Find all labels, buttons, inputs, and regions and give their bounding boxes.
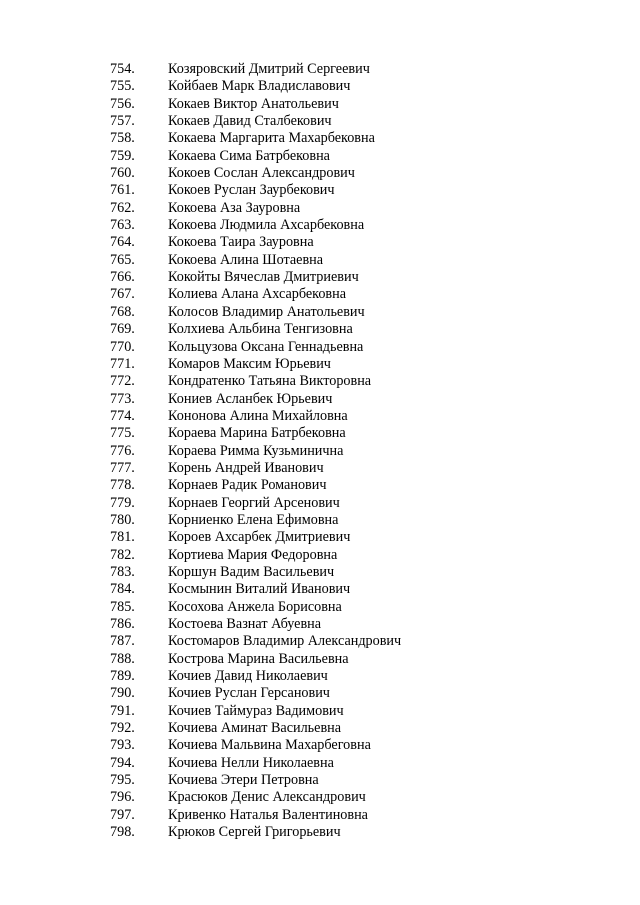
entry-name: Косохова Анжела Борисовна	[168, 598, 342, 615]
list-item	[110, 824, 401, 841]
entry-name: Кокоева Людмила Ахсарбековна	[168, 217, 365, 234]
entry-name: Кононова Алина Михайловна	[168, 407, 348, 424]
list-item	[110, 477, 401, 494]
entry-name: Кочиева Нелли Николаевна	[168, 754, 334, 771]
entry-number: 772.	[110, 373, 135, 390]
entry-number: 766.	[110, 269, 135, 286]
entry-number: 757.	[110, 113, 135, 130]
list-item	[110, 599, 401, 616]
entry-name: Кораева Римма Кузьминична	[168, 442, 344, 459]
entry-number: 770.	[110, 338, 135, 355]
entry-number: 764.	[110, 234, 135, 251]
entry-name: Кокаева Сима Батрбековна	[168, 147, 330, 164]
list-item	[110, 668, 401, 685]
entry-name: Кокаев Виктор Анатольевич	[168, 95, 339, 112]
entry-number: 754.	[110, 61, 135, 77]
entry-number: 779.	[110, 494, 135, 511]
entry-number: 796.	[110, 789, 135, 806]
entry-number: 769.	[110, 321, 135, 338]
entry-name: Костоева Вазнат Абуевна	[168, 616, 322, 632]
list-item	[110, 113, 401, 130]
entry-name: Кокоев Руслан Заурбекович	[168, 182, 335, 199]
entry-name: Кочиев Давид Николаевич	[168, 668, 328, 685]
list-item	[110, 78, 401, 95]
entry-number: 774.	[110, 407, 135, 424]
entry-number: 780.	[110, 511, 135, 528]
entry-number: 781.	[110, 529, 135, 546]
entry-number: 763.	[110, 217, 135, 234]
list-item	[110, 789, 401, 806]
list-item	[110, 807, 401, 824]
entry-number: 771.	[110, 355, 135, 372]
list-item	[110, 321, 401, 338]
list-item	[110, 286, 401, 303]
entry-name: Корнаев Георгий Арсенович	[168, 494, 340, 511]
entry-number: 775.	[110, 425, 135, 442]
entry-name: Крюков Сергей Григорьевич	[168, 824, 341, 841]
list-item	[110, 130, 401, 147]
entry-number: 765.	[110, 251, 135, 268]
list-item	[110, 755, 401, 772]
entry-name: Кольцузова Оксана Геннадьевна	[168, 338, 364, 355]
entry-name: Кокаева Маргарита Махарбековна	[168, 130, 375, 147]
list-item	[110, 182, 401, 199]
entry-name: Корнаев Радик Романович	[168, 477, 327, 494]
entry-name: Кортиева Мария Федоровна	[168, 546, 338, 563]
entry-name: Короев Ахсарбек Дмитриевич	[168, 529, 351, 546]
entry-number: 797.	[110, 806, 135, 823]
entry-number: 768.	[110, 303, 135, 320]
list-item	[110, 252, 401, 269]
entry-number: 760.	[110, 165, 135, 182]
list-item	[110, 685, 401, 702]
entry-name: Кораева Марина Батрбековна	[168, 425, 346, 442]
entry-name: Корень Андрей Иванович	[168, 459, 324, 476]
list-item	[110, 547, 401, 564]
list-item	[110, 651, 401, 668]
list-item	[110, 148, 401, 165]
entry-name: Кочиева Мальвина Махарбеговна	[168, 737, 371, 754]
list-item	[110, 633, 401, 650]
entry-number: 792.	[110, 720, 135, 737]
entry-name: Кокойты Вячеслав Дмитриевич	[168, 269, 359, 286]
entry-number: 778.	[110, 477, 135, 494]
name-list	[110, 61, 401, 841]
list-item	[110, 581, 401, 598]
list-item	[110, 529, 401, 546]
list-item	[110, 703, 401, 720]
list-item	[110, 772, 401, 789]
list-item	[110, 373, 401, 390]
list-item	[110, 616, 401, 633]
list-item	[110, 512, 401, 529]
list-item	[110, 460, 401, 477]
entry-name: Кочиева Аминат Васильевна	[168, 720, 342, 737]
entry-name: Красюков Денис Александрович	[168, 789, 366, 806]
list-item	[110, 564, 401, 581]
entry-number: 758.	[110, 130, 135, 147]
list-item	[110, 391, 401, 408]
entry-number: 767.	[110, 286, 135, 303]
entry-name: Кочиев Таймураз Вадимович	[168, 702, 344, 719]
entry-number: 790.	[110, 685, 135, 702]
list-item	[110, 737, 401, 754]
entry-name: Колиева Алана Ахсарбековна	[168, 286, 347, 303]
entry-number: 791.	[110, 702, 135, 719]
entry-number: 793.	[110, 737, 135, 754]
entry-name: Кокоева Таира Зауровна	[168, 234, 314, 251]
entry-name: Космынин Виталий Иванович	[168, 581, 351, 598]
list-item	[110, 495, 401, 512]
entry-name: Кочиев Руслан Герсанович	[168, 685, 330, 702]
entry-number: 794.	[110, 754, 135, 771]
entry-number: 776.	[110, 442, 135, 459]
entry-name: Койбаев Марк Владиславович	[168, 78, 351, 95]
entry-number: 782.	[110, 546, 135, 563]
entry-number: 756.	[110, 95, 135, 112]
entry-name: Кокаев Давид Сталбекович	[168, 113, 332, 130]
entry-number: 773.	[110, 390, 135, 407]
list-item	[110, 234, 401, 251]
entry-name: Кочиева Этери Петровна	[168, 772, 319, 789]
list-item	[110, 304, 401, 321]
list-item	[110, 165, 401, 182]
entry-name: Комаров Максим Юрьевич	[168, 355, 331, 372]
entry-number: 789.	[110, 668, 135, 685]
list-item	[110, 96, 401, 113]
entry-number: 784.	[110, 581, 135, 598]
entry-number: 795.	[110, 772, 135, 789]
list-item	[110, 200, 401, 217]
entry-number: 762.	[110, 199, 135, 216]
entry-name: Кондратенко Татьяна Викторовна	[168, 373, 372, 390]
entry-name: Кривенко Наталья Валентиновна	[168, 806, 368, 823]
list-item	[110, 443, 401, 460]
list-item	[110, 356, 401, 373]
entry-name: Кокоев Сослан Александрович	[168, 165, 355, 182]
entry-name: Козяровский Дмитрий Сергеевич	[168, 61, 370, 77]
list-item	[110, 61, 401, 78]
entry-name: Костомаров Владимир Александрович	[168, 633, 402, 650]
entry-number: 759.	[110, 147, 135, 164]
list-item	[110, 408, 401, 425]
entry-name: Кониев Асланбек Юрьевич	[168, 390, 333, 407]
list-item	[110, 339, 401, 356]
entry-number: 761.	[110, 182, 135, 199]
entry-name: Корниенко Елена Ефимовна	[168, 511, 339, 528]
entry-number: 755.	[110, 78, 135, 95]
list-item	[110, 217, 401, 234]
entry-name: Колосов Владимир Анатольевич	[168, 303, 365, 320]
entry-name: Кострова Марина Васильевна	[168, 650, 349, 667]
entry-name: Кокоева Аза Зауровна	[168, 199, 301, 216]
list-item	[110, 425, 401, 442]
list-item	[110, 269, 401, 286]
entry-name: Колхиева Альбина Тенгизовна	[168, 321, 353, 338]
entry-number: 787.	[110, 633, 135, 650]
entry-name: Кокоева Алина Шотаевна	[168, 251, 324, 268]
entry-number: 777.	[110, 459, 135, 476]
entry-number: 783.	[110, 563, 135, 580]
entry-number: 785.	[110, 598, 135, 615]
entry-number: 788.	[110, 650, 135, 667]
entry-number: 798.	[110, 824, 135, 841]
entry-number: 786.	[110, 616, 135, 632]
list-item	[110, 720, 401, 737]
entry-name: Коршун Вадим Васильевич	[168, 563, 335, 580]
